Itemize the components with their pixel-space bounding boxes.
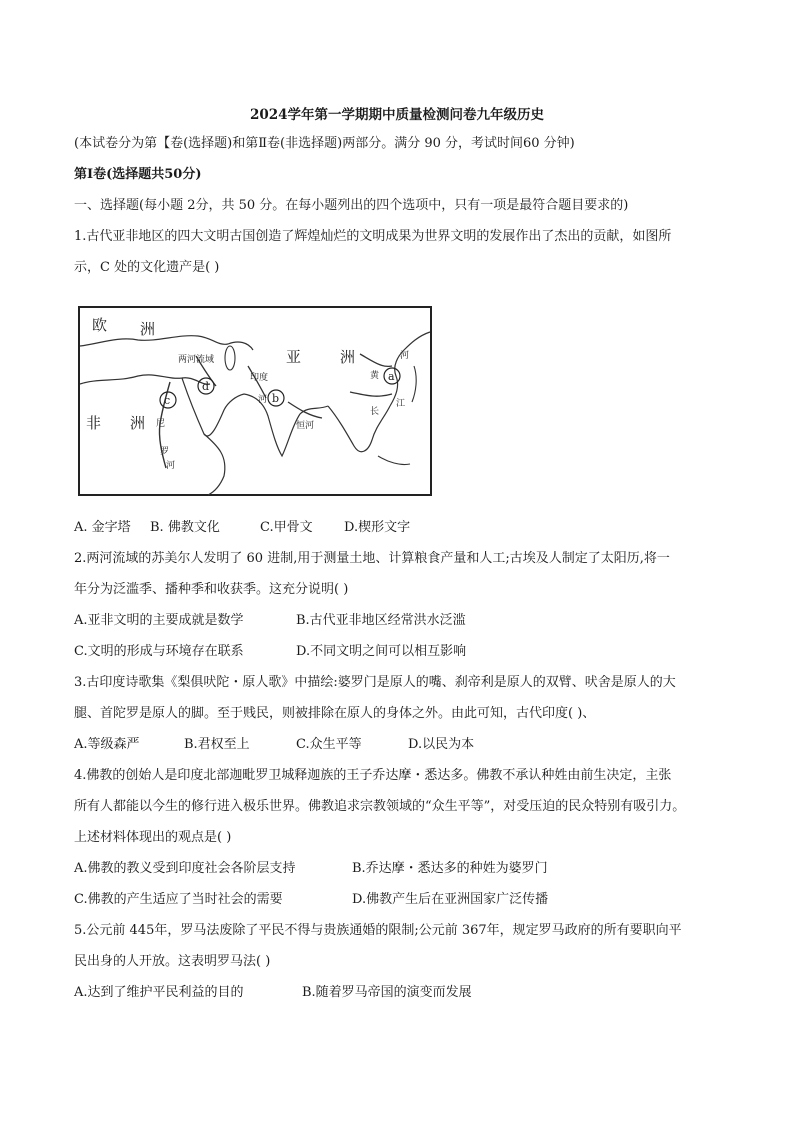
q2-stem-line2: 年分为泛滥季、播种季和收获季。这充分说明( ): [74, 582, 349, 597]
q1-stem-line1: 1.古代亚非地区的四大文明古国创造了辉煌灿烂的文明成果为世界文明的发展作出了杰出的贡献，如图所: [74, 229, 672, 244]
map-label-nile-1: 尼: [156, 419, 166, 429]
map-label-europe-2: 洲: [140, 320, 156, 338]
map-label-yangtze-2: 江: [396, 399, 406, 409]
q4-stem-line2: 所有人都能以今生的修行进入极乐世界。佛教追求宗教领域的“众生平等”，对受压迫的民众特别有吸引力。: [74, 799, 686, 814]
map-label-indus: 河: [258, 395, 268, 405]
map-label-huang-2: 河: [400, 351, 410, 361]
map-label-yangtze-1: 长: [370, 407, 380, 417]
map-label-india: 印度: [250, 373, 269, 383]
q4-option-b[interactable]: B.乔达摩・悉达多的种姓为婆罗门: [352, 861, 548, 876]
q4-option-c[interactable]: C.佛教的产生适应了当时社会的需要: [74, 892, 283, 907]
page-title: 2024学年第一学期期中质量检测问卷九年级历史: [249, 107, 545, 123]
q3-option-d[interactable]: D.以民为本: [408, 737, 475, 752]
exam-note: (本试卷分为第【卷(选择题)和第Ⅱ卷(非选择题)两部分。满分 90 分，考试时间60 分钟): [74, 136, 575, 151]
marker-b-label: b: [272, 392, 280, 405]
q3-stem-line1: 3.古印度诗歌集《梨俱吠陀・原人歌》中描绘:婆罗门是原人的嘴、刹帝利是原人的双臂、吠舍是原人的大: [74, 675, 676, 690]
ancient-civilizations-map: [78, 306, 432, 496]
q1-option-b[interactable]: B. 佛教文化: [150, 520, 220, 535]
q4-stem-line3: 上述材料体现出的观点是( ): [74, 830, 232, 845]
q2-option-c[interactable]: C.文明的形成与环境存在联系: [74, 644, 244, 659]
map-label-asia-1: 亚: [286, 348, 302, 366]
q2-option-a[interactable]: A.亚非文明的主要成就是数学: [74, 613, 244, 628]
q2-option-b[interactable]: B.古代亚非地区经常洪水泛滥: [296, 613, 466, 628]
q5-stem-line1: 5.公元前 445年，罗马法废除了平民不得与贵族通婚的限制;公元前 367年，规定罗马政府的所有要职向平: [74, 923, 682, 938]
q4-option-a[interactable]: A.佛教的教义受到印度社会各阶层支持: [74, 861, 296, 876]
q3-option-a[interactable]: A.等级森严: [74, 737, 140, 752]
q5-stem-line2: 民出身的人开放。这表明罗马法( ): [74, 954, 271, 969]
map-label-europe-1: 欧: [92, 316, 108, 334]
q3-option-b[interactable]: B.君权至上: [184, 737, 250, 752]
map-label-africa-2: 洲: [130, 414, 146, 432]
map-label-asia-2: 洲: [340, 348, 356, 366]
q5-option-a[interactable]: A.达到了维护平民利益的目的: [74, 985, 244, 1000]
map-label-nile-2: 罗: [160, 447, 170, 457]
instructions: 一、选择题(每小题 2分，共 50 分。在每小题列出的四个选项中，只有一项是最符合题目要求的): [74, 198, 629, 213]
marker-a-label: a: [388, 370, 395, 383]
marker-c-label: c: [164, 394, 171, 407]
map-label-mesopotamia: 两河流域: [178, 355, 215, 365]
q2-stem-line1: 2.两河流域的苏美尔人发明了 60 进制,用于测量土地、计算粮食产量和人工;古埃及人制定了太阳历,将一: [74, 551, 670, 566]
map-label-huang-1: 黄: [370, 371, 380, 381]
map-label-nile-3: 河: [166, 461, 176, 471]
map-label-africa-1: 非: [86, 414, 102, 432]
q1-option-d[interactable]: D.楔形文字: [344, 520, 411, 535]
q3-option-c[interactable]: C.众生平等: [296, 737, 362, 752]
map-label-ganges: 恒河: [296, 421, 315, 431]
marker-d-label: d: [202, 380, 210, 393]
q3-stem-line2: 腿、首陀罗是原人的脚。至于贱民，则被排除在原人的身体之外。由此可知，古代印度( )、: [74, 706, 596, 721]
q4-stem-line1: 4.佛教的创始人是印度北部迦毗罗卫城释迦族的王子乔达摩・悉达多。佛教不承认种姓由前生决定，主张: [74, 768, 672, 783]
q5-option-b[interactable]: B.随着罗马帝国的演变而发展: [302, 985, 472, 1000]
q1-option-c[interactable]: C.甲骨文: [260, 520, 313, 535]
q1-option-a[interactable]: A. 金字塔: [74, 520, 131, 535]
section-heading: 第Ⅰ卷(选择题共50分): [74, 167, 202, 182]
q4-option-d[interactable]: D.佛教产生后在亚洲国家广泛传播: [352, 892, 549, 907]
map-frame: [79, 307, 431, 495]
q2-option-d[interactable]: D.不同文明之间可以相互影响: [296, 644, 467, 659]
q1-stem-line2: 示，C 处的文化遗产是( ): [74, 260, 220, 275]
